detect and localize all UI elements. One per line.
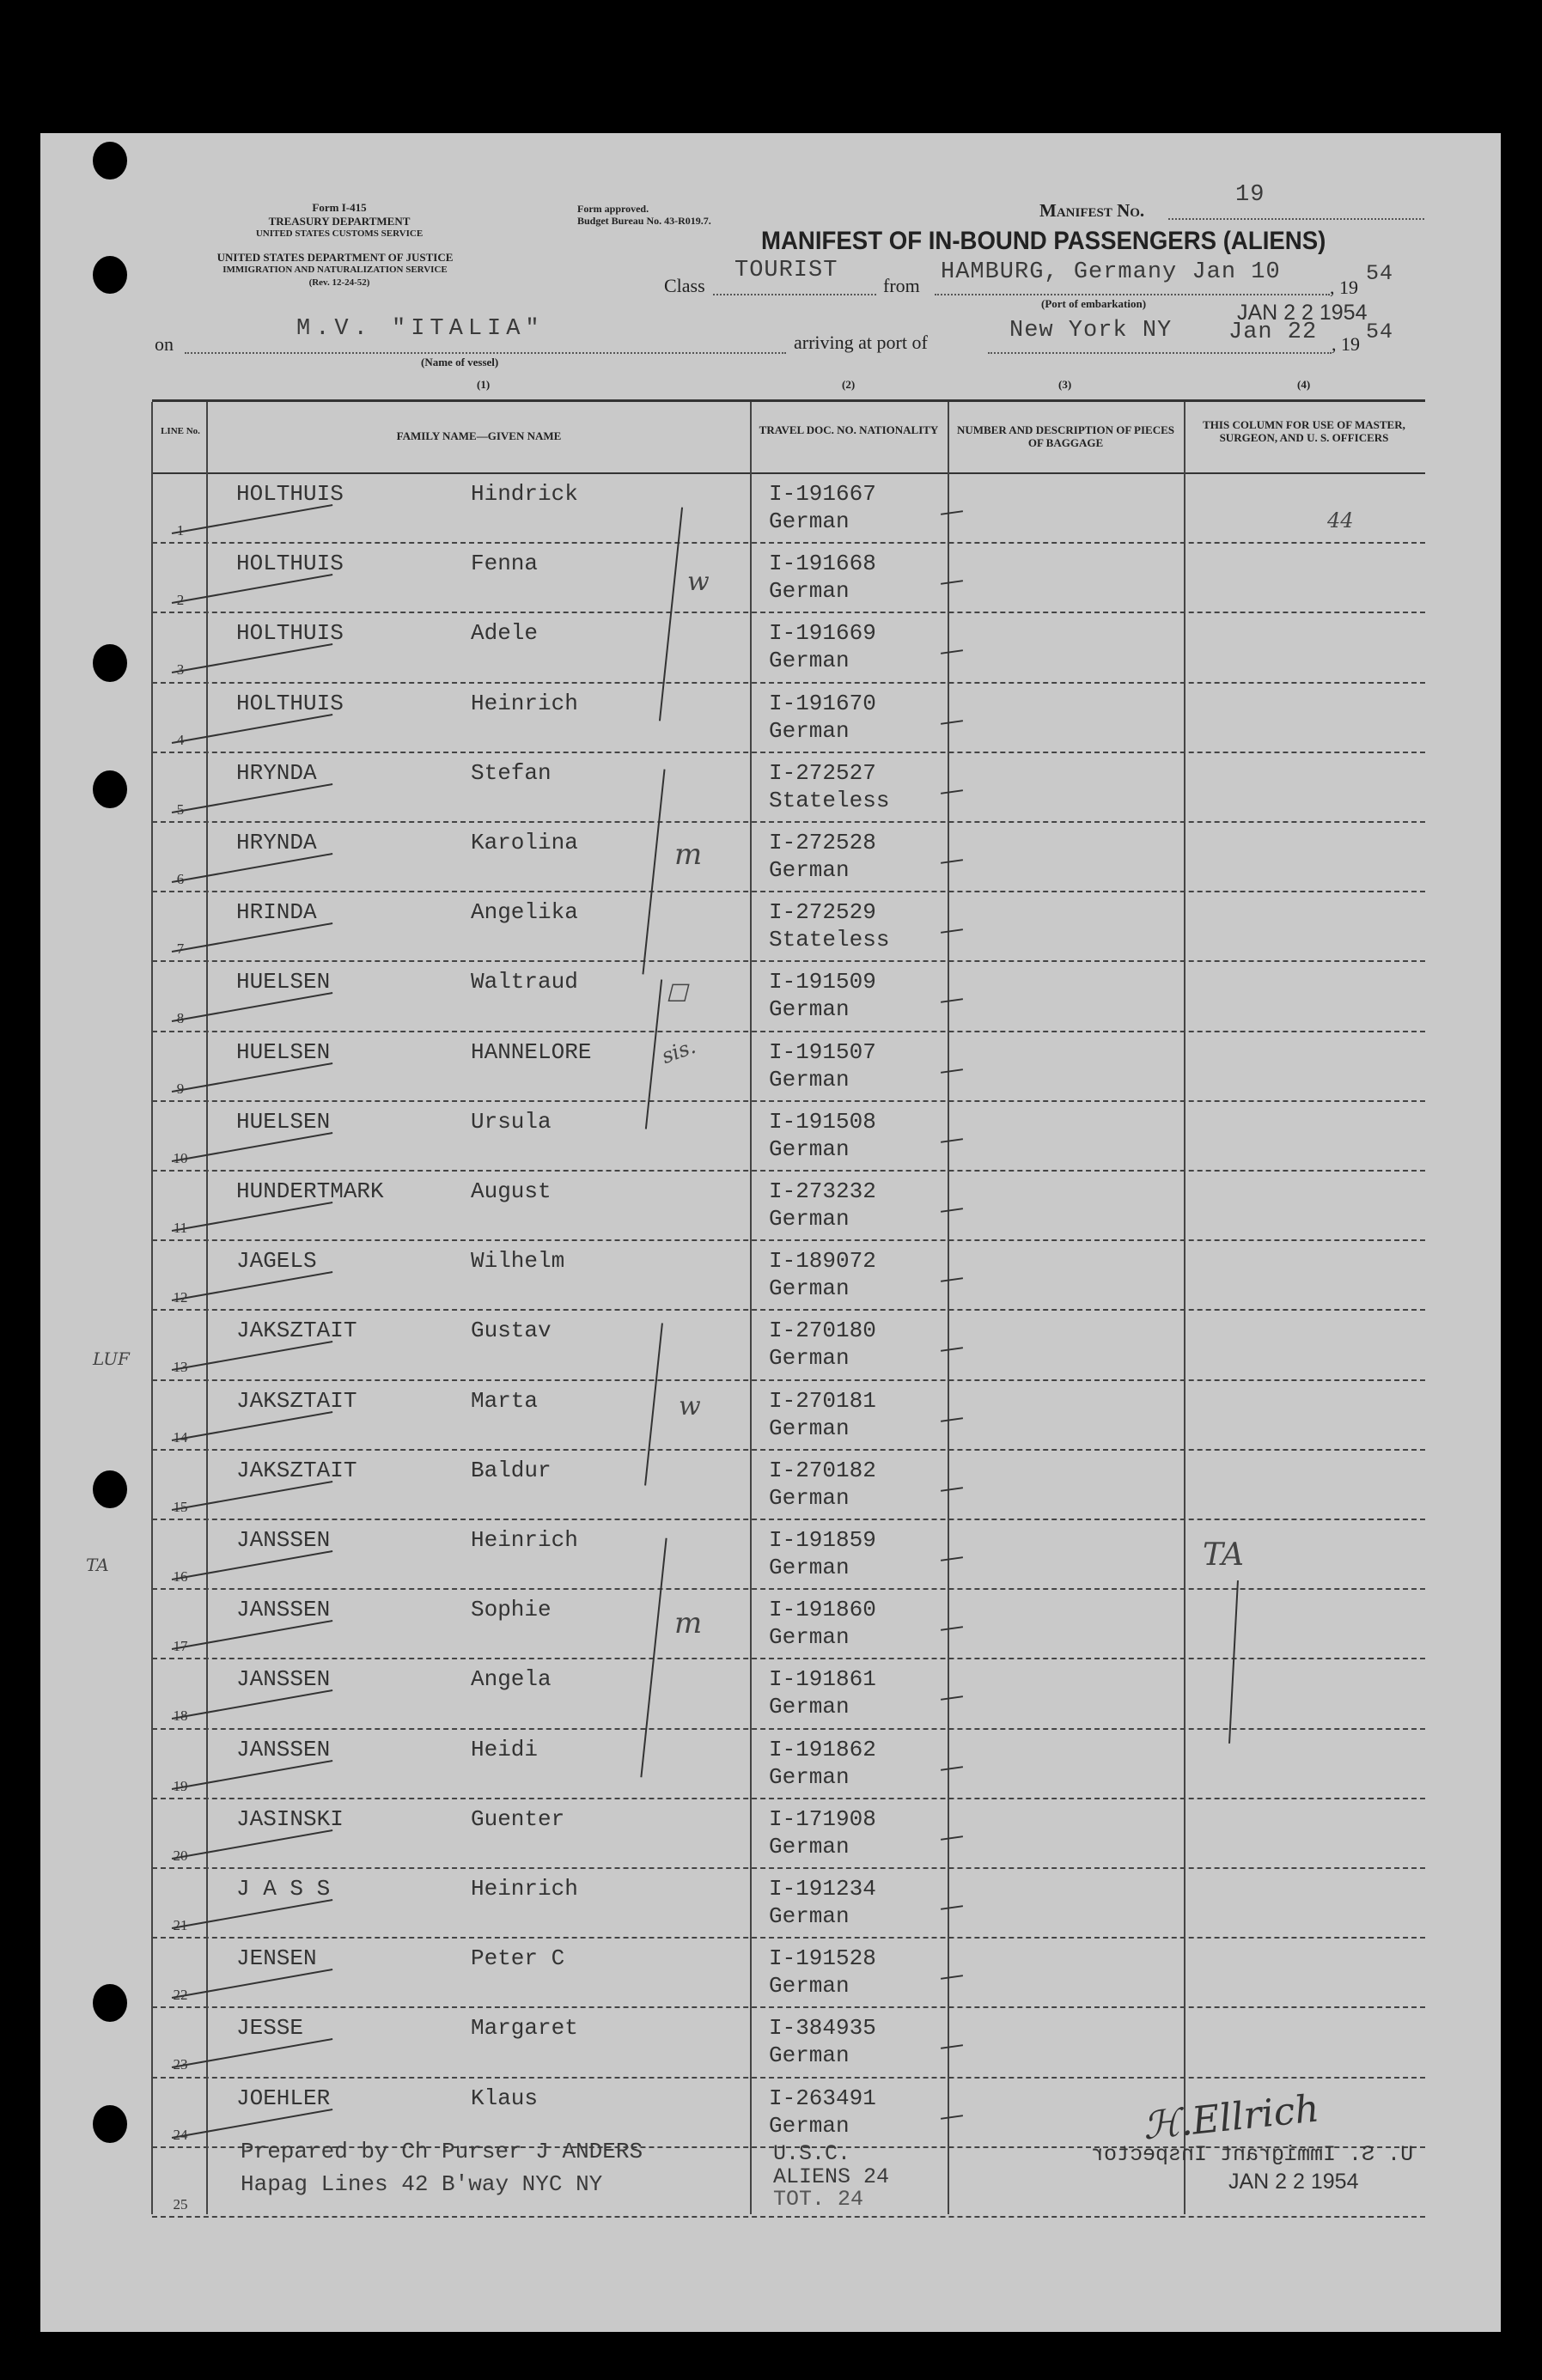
row-divider [152,821,1425,823]
travel-doc-number: I-191670 [769,690,876,716]
port-of-embarkation-value: HAMBURG, Germany Jan 10 [941,259,1281,285]
revision: (Rev. 12-24-52) [308,277,370,288]
row-divider [152,960,1425,962]
row-divider [152,752,1425,753]
family-mark-w-2: w [679,1391,701,1421]
form-number: Form I-415 [312,201,367,214]
col-num-3: (3) [1058,378,1072,391]
family-mark-box: ☐ [666,979,688,1007]
travel-doc-number: I-273232 [769,1178,876,1204]
col-num-1: (1) [477,378,491,391]
officer-note-ta: TA [1203,1537,1245,1573]
row-divider [152,1309,1425,1311]
family-mark-m-1: m [674,837,703,872]
family-name: J A S S [236,1876,331,1902]
row-divider [152,1449,1425,1451]
header-line-no: LINE No. [161,426,200,436]
row-divider [152,1937,1425,1939]
travel-doc-number: I-191528 [769,1945,876,1972]
aliens-count: ALIENS 24 [773,2164,890,2189]
col-num-4: (4) [1297,378,1311,391]
nationality: German [769,1763,850,1790]
class-value: TOURIST [734,258,838,283]
nationality: German [769,508,850,534]
line-number: 21 [173,1917,188,1933]
nationality: Stateless [769,927,890,953]
family-name: HOLTHUIS [236,690,344,716]
arrival-date-stamp: JAN 2 2 1954 [1237,301,1368,325]
row-divider [152,1867,1425,1869]
given-name: Gustav [471,1318,552,1344]
travel-doc-number: I-191669 [769,620,876,647]
header-name: FAMILY NAME—GIVEN NAME [396,429,562,442]
family-name: HRYNDA [236,830,317,855]
family-name: JAGELS [236,1248,317,1275]
travel-doc-number: I-171908 [769,1805,876,1832]
family-name: HOLTHUIS [236,551,344,577]
header-travel-doc: TRAVEL DOC. NO. NATIONALITY [759,423,939,436]
row-divider [152,1798,1425,1799]
family-name: JANSSEN [236,1736,331,1762]
travel-doc-number: I-270181 [769,1387,876,1414]
nationality: German [769,1555,850,1580]
given-name: Marta [471,1387,539,1414]
row-divider [152,891,1425,892]
header-baggage: NUMBER AND DESCRIPTION OF PIECES OF BAGGAGE [956,423,1175,449]
line-number: 2 [176,592,185,609]
family-mark-sis: sis. [658,1034,699,1068]
line-number: 4 [176,731,185,748]
row-divider [152,2216,1425,2218]
travel-doc-number: I-191667 [769,481,876,507]
binder-hole [93,2105,127,2143]
budget-bureau: Budget Bureau No. 43-R019.7. [577,215,711,227]
row-divider [152,1728,1425,1730]
line-number: 23 [173,2056,188,2073]
given-name: Ursula [471,1108,552,1135]
vessel-caption: (Name of vessel) [421,356,499,368]
line-number: 14 [173,1428,188,1446]
given-name: Angelika [471,899,578,926]
nationality: German [769,2112,850,2139]
nationality: German [769,1275,850,1302]
nationality: German [769,648,850,674]
travel-doc-number: I-191507 [769,1038,876,1065]
binder-hole [93,142,127,180]
given-name: Heidi [471,1736,539,1762]
arrival-year: 54 [1366,320,1394,344]
family-name: JAKSZTAIT [236,1387,357,1414]
manifest-sheet [40,133,1501,2332]
line-number: 13 [173,1359,188,1376]
customs-service: UNITED STATES CUSTOMS SERVICE [255,228,424,239]
family-name: JANSSEN [236,1597,331,1623]
travel-doc-number: I-270182 [769,1457,876,1483]
given-name: Peter C [471,1945,565,1972]
given-name: Baldur [471,1457,552,1483]
line-number: 12 [173,1289,188,1306]
line-number: 20 [173,1847,188,1864]
line-number: 7 [176,940,185,958]
travel-doc-number: I-191860 [769,1597,876,1623]
row-divider [152,612,1425,613]
travel-doc-number: I-191234 [769,1876,876,1902]
given-name: Stefan [471,759,552,786]
family-name: JASINSKI [236,1805,344,1832]
given-name: Angela [471,1666,552,1693]
row-divider [152,1379,1425,1381]
line-number: 16 [173,1568,188,1585]
nationality: German [769,2042,850,2069]
travel-doc-number: I-384935 [769,2015,876,2042]
travel-doc-number: I-191862 [769,1736,876,1762]
port-embarkation-caption: (Port of embarkation) [1041,297,1147,310]
family-name: HUELSEN [236,1108,331,1135]
nationality: German [769,1206,850,1232]
given-name: Fenna [471,551,539,577]
ins-service: IMMIGRATION AND NATURALIZATION SERVICE [222,265,448,275]
row-divider [152,1519,1425,1520]
margin-note-luf: LUF [93,1348,130,1369]
line-number: 6 [176,871,185,887]
nationality: German [769,1903,850,1929]
given-name: August [471,1178,552,1204]
nationality: German [769,1694,850,1720]
given-name: Heinrich [471,1527,578,1553]
binder-hole [93,1470,127,1508]
manifest-no-label: Manifest No. [1039,200,1145,221]
line-number: 8 [176,1010,185,1027]
given-name: Guenter [471,1805,565,1832]
nationality: German [769,857,850,883]
travel-doc-number: I-272527 [769,759,876,786]
line-number: 18 [173,1707,188,1725]
margin-note-ta: TA [86,1555,109,1575]
hapag-lines: Hapag Lines 42 B'way NYC NY [241,2171,603,2197]
given-name: Margaret [471,2015,578,2042]
usc-label: U.S.C. [773,2141,851,2166]
line-number: 22 [173,1987,188,2004]
family-name: HUELSEN [236,1038,331,1065]
travel-doc-number: I-191509 [769,969,876,995]
given-name: Heinrich [471,1876,578,1902]
nationality: German [769,1624,850,1651]
travel-doc-number: I-191668 [769,551,876,577]
given-name: HANNELORE [471,1038,592,1065]
nationality: German [769,1066,850,1093]
line-number: 17 [173,1638,188,1655]
row-divider [152,2006,1425,2008]
nationality: German [769,1973,850,2000]
vessel-name: M.V. "ITALIA" [296,316,545,342]
line-number: 10 [173,1149,188,1166]
class-label: Class [664,275,705,296]
family-name: JANSSEN [236,1527,331,1553]
binder-hole [93,770,127,808]
nationality: German [769,996,850,1023]
given-name: Adele [471,620,539,647]
nationality: German [769,1345,850,1372]
row-divider [152,1239,1425,1241]
travel-doc-number: I-272528 [769,830,876,855]
family-name: JANSSEN [236,1666,331,1693]
family-name: JAKSZTAIT [236,1318,357,1344]
line-number: 11 [173,1220,188,1236]
family-name: JENSEN [236,1945,317,1972]
family-name: JAKSZTAIT [236,1457,357,1483]
officer-note-count: 44 [1327,508,1354,533]
treasury-dept: TREASURY DEPARTMENT [268,215,411,228]
col-num-2: (2) [842,378,856,391]
family-name: HRYNDA [236,759,317,786]
nationality: German [769,1135,850,1162]
immigrant-inspector-stamp: U. S. Immigrant Inspector [1091,2142,1414,2167]
inspection-date-stamp: JAN 2 2 1954 [1228,2170,1359,2194]
given-name: Klaus [471,2085,539,2111]
given-name: Hindrick [471,481,578,507]
nationality: German [769,717,850,744]
nationality: German [769,1415,850,1441]
binder-hole [93,1984,127,2022]
nationality: German [769,1833,850,1860]
given-name: Wilhelm [471,1248,565,1275]
travel-doc-number: I-270180 [769,1318,876,1344]
arriving-label: arriving at port of [794,332,928,353]
justice-dept: UNITED STATES DEPARTMENT OF JUSTICE [216,251,454,264]
travel-doc-number: I-263491 [769,2085,876,2111]
line-number: 3 [176,661,185,679]
form-approved: Form approved. [577,203,649,215]
page-title: MANIFEST OF IN-BOUND PASSENGERS (ALIENS) [761,227,1326,255]
travel-doc-number: I-191508 [769,1108,876,1135]
family-name: HRINDA [236,899,317,926]
given-name: Waltraud [471,969,578,995]
line-number: 19 [173,1777,188,1794]
row-divider [152,1170,1425,1172]
binder-hole [93,256,127,294]
family-mark-m-2: m [674,1606,703,1640]
line-number: 25 [173,2195,188,2213]
given-name: Karolina [471,830,578,855]
row-divider [152,1588,1425,1590]
from-label: from [883,275,920,296]
inspector-signature: ℋ.Ellrich [1140,2086,1321,2149]
travel-doc-number: I-189072 [769,1248,876,1275]
binder-hole [93,644,127,682]
arrival-month: Jan 22 [1228,320,1318,345]
family-mark-w-1: w [687,567,710,597]
nationality: German [769,1484,850,1511]
row-divider [152,542,1425,544]
port-of-arrival-value: New York NY [1009,318,1173,344]
header-officers: THIS COLUMN FOR USE OF MASTER, SURGEON, AND U. S. OFFICERS [1203,418,1405,444]
nationality: Stateless [769,787,890,813]
year-prefix-2: , 19 [1332,333,1360,355]
family-name: HOLTHUIS [236,620,344,647]
prepared-by: Prepared by Ch Purser J ANDERS [241,2139,643,2164]
line-number: 15 [173,1498,188,1515]
given-name: Sophie [471,1597,552,1623]
row-divider [152,2077,1425,2079]
family-name: HOLTHUIS [236,481,344,507]
row-divider [152,682,1425,684]
total-count: TOT. 24 [773,2187,864,2212]
year-prefix-1: , 19 [1330,277,1358,298]
row-divider [152,1100,1425,1102]
family-name: HUNDERTMARK [236,1178,384,1204]
nationality: German [769,578,850,605]
line-number: 1 [176,522,185,539]
family-name: JOEHLER [236,2085,331,2111]
travel-doc-number: I-191859 [769,1527,876,1553]
line-number: 5 [176,800,185,818]
travel-doc-number: I-191861 [769,1666,876,1693]
on-label: on [155,333,174,355]
family-name: JESSE [236,2015,304,2042]
manifest-no-value: 19 [1235,182,1265,208]
line-number: 9 [176,1080,185,1097]
embark-year: 54 [1366,261,1394,286]
line-number: 24 [173,2126,188,2143]
family-name: HUELSEN [236,969,331,995]
row-divider [152,1031,1425,1032]
travel-doc-number: I-272529 [769,899,876,926]
given-name: Heinrich [471,690,578,716]
